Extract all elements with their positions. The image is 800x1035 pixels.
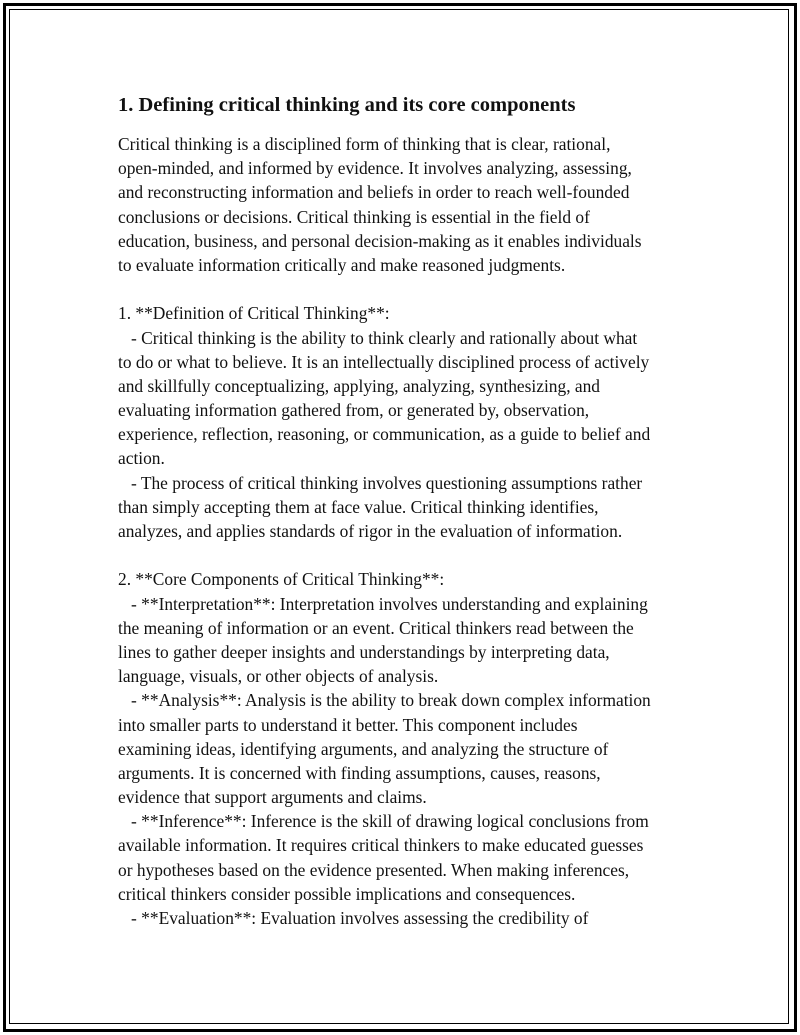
- text-line: experience, reflection, reasoning, or communication, as a guide to belief and: [118, 424, 651, 445]
- text-line: and skillfully conceptualizing, applying, analyzing, synthesizing, and: [118, 375, 600, 396]
- text-line: to do or what to believe. It is an intellectually disciplined process of actively: [118, 351, 650, 372]
- text-line: education, business, and personal decision-making as it enables individuals: [118, 230, 642, 251]
- text-line: open-minded, and informed by evidence. It involves analyzing, assessing,: [118, 158, 632, 179]
- text-line: - **Evaluation**: Evaluation involves assessing the credibility of: [118, 908, 589, 928]
- text-line: or hypotheses based on the evidence presented. When making inferences,: [118, 859, 630, 880]
- text-line: 2. **Core Components of Critical Thinking**:: [118, 569, 445, 590]
- document-page: [118, 90, 698, 930]
- text-line: - Critical thinking is the ability to think clearly and rationally about what: [118, 327, 638, 348]
- text-line: conclusions or decisions. Critical thinking is essential in the field of: [118, 206, 590, 227]
- text-line: the meaning of information or an event. Critical thinkers read between the: [118, 617, 634, 638]
- text-line: critical thinkers consider possible implications and consequences.: [118, 883, 576, 904]
- text-line: evaluating information gathered from, or generated by, observation,: [118, 400, 590, 421]
- text-line: and reconstructing information and beliefs in order to reach well-founded: [118, 182, 630, 203]
- text-line: - **Analysis**: Analysis is the ability to break down complex information: [118, 690, 651, 711]
- text-line: Critical thinking is a disciplined form of thinking that is clear, rational,: [118, 134, 611, 154]
- text-line: into smaller parts to understand it better. This component includes: [118, 714, 578, 735]
- text-line: language, visuals, or other objects of analysis.: [118, 666, 439, 687]
- text-line: available information. It requires critical thinkers to make educated guesses: [118, 835, 644, 856]
- text-line: than simply accepting them at face value. Critical thinking identifies,: [118, 496, 599, 517]
- text-line: 1. **Definition of Critical Thinking**:: [118, 303, 390, 324]
- text-line: - The process of critical thinking involves questioning assumptions rather: [118, 472, 643, 493]
- document-body: [118, 132, 698, 930]
- text-line: analyzes, and applies standards of rigor in the evaluation of information.: [118, 521, 623, 541]
- text-line: lines to gather deeper insights and understandings by interpreting data,: [118, 641, 610, 662]
- text-line: to evaluate information critically and make reasoned judgments.: [118, 254, 566, 275]
- text-line: examining ideas, identifying arguments, and analyzing the structure of: [118, 738, 609, 759]
- blank-line: [118, 543, 698, 567]
- text-line: evidence that support arguments and claims.: [118, 787, 427, 808]
- document-title: 1. Defining critical thinking and its core components: [118, 94, 576, 116]
- blank-line: [118, 277, 698, 301]
- text-line: arguments. It is concerned with finding assumptions, causes, reasons,: [118, 762, 601, 783]
- text-line: - **Interpretation**: Interpretation involves understanding and explaining: [118, 593, 648, 614]
- text-line: action.: [118, 448, 165, 469]
- text-line: - **Inference**: Inference is the skill of drawing logical conclusions from: [118, 811, 649, 832]
